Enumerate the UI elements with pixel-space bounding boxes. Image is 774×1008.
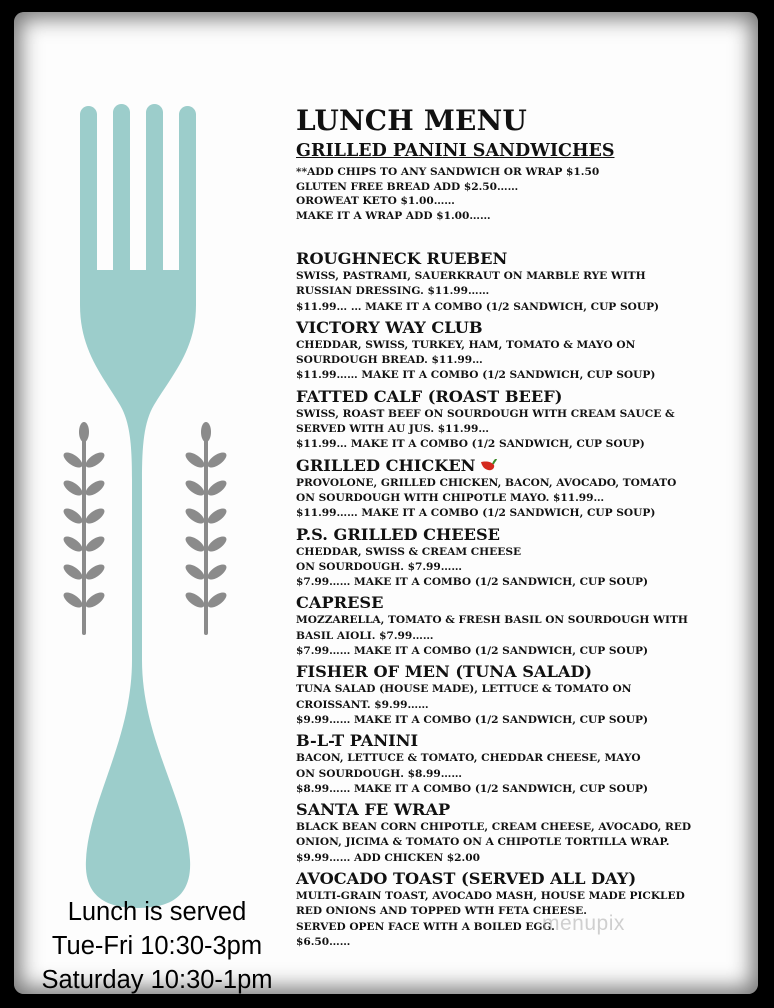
menu-items	[296, 248, 736, 952]
item-name: ROUGHNECK RUEBEN	[296, 249, 508, 268]
menu-item	[296, 317, 736, 384]
item-description: SWISS, PASTRAMI, SAUERKRAUT ON MARBLE RYE WITH	[296, 270, 646, 282]
chili-pepper-icon	[479, 458, 497, 472]
menu-item	[296, 386, 736, 453]
item-name: GRILLED CHICKEN	[296, 455, 476, 475]
item-description: BASIL AIOLI. $7.99……	[296, 629, 434, 642]
item-description: SERVED WITH AU JUS. $11.99…	[296, 423, 489, 436]
watermark: menupix	[542, 912, 625, 935]
note-line: GLUTEN FREE BREAD ADD $2.50……	[296, 180, 519, 193]
note-line: OROWEAT KETO $1.00……	[296, 195, 455, 207]
item-name: FATTED CALF (ROAST BEEF)	[296, 386, 563, 406]
item-description: SWISS, ROAST BEEF ON SOURDOUGH WITH CREAM SAUCE &	[296, 407, 675, 420]
hours-line: Tue-Fri 10:30-3pm	[51, 932, 263, 960]
item-combo: $6.50……	[296, 935, 351, 948]
menu-item	[296, 730, 736, 797]
item-description: MULTI-GRAIN TOAST, AVOCADO MASH, HOUSE MADE PICKLED	[296, 890, 685, 903]
menu-item	[296, 455, 736, 522]
item-name: VICTORY WAY CLUB	[296, 317, 483, 337]
left-sprig-icon	[62, 420, 106, 638]
item-description: CROISSANT. $9.99……	[296, 698, 429, 711]
item-description: RUSSIAN DRESSING. $11.99……	[296, 285, 490, 298]
item-description: BLACK BEAN CORN CHIPOTLE, CREAM CHEESE, AVOCADO, RED	[296, 821, 692, 834]
item-name: FISHER OF MEN (TUNA SALAD)	[296, 662, 593, 682]
right-sprig-icon	[184, 420, 228, 638]
item-combo: $8.99…… MAKE IT A COMBO (1/2 SANDWICH, CUP SOUP)	[296, 782, 648, 795]
item-description: TUNA SALAD (HOUSE MADE), LETTUCE & TOMATO ON	[296, 683, 632, 696]
item-description: CHEDDAR, SWISS, TURKEY, HAM, TOMATO & MAYO ON	[296, 338, 636, 351]
menu-item	[296, 661, 736, 728]
item-description: CHEDDAR, SWISS & CREAM CHEESE	[296, 545, 522, 558]
item-description: BACON, LETTUCE & TOMATO, CHEDDAR CHEESE, MAYO	[296, 752, 641, 765]
hours-line: Saturday 10:30-1pm	[41, 966, 273, 994]
item-combo: $9.99…… MAKE IT A COMBO (1/2 SANDWICH, CUP SOUP)	[296, 713, 648, 726]
menu-item	[296, 868, 736, 950]
menu-subtitle: GRILLED PANINI SANDWICHES	[296, 141, 615, 161]
item-description: MOZZARELLA, TOMATO & FRESH BASIL ON SOURDOUGH WITH	[296, 614, 688, 627]
item-description: SOURDOUGH BREAD. $11.99…	[296, 354, 483, 367]
item-description: RED ONIONS AND TOPPED WTH FETA CHEESE.	[296, 905, 587, 918]
item-description: ON SOURDOUGH. $7.99……	[296, 560, 462, 573]
item-name: SANTA FE WRAP	[296, 800, 451, 820]
item-combo: $11.99…… MAKE IT A COMBO (1/2 SANDWICH, CUP SOUP)	[296, 369, 656, 382]
item-combo: $9.99…… ADD CHICKEN $2.00	[296, 851, 480, 864]
menu-item	[296, 248, 736, 315]
item-combo: $7.99…… MAKE IT A COMBO (1/2 SANDWICH, CUP SOUP)	[296, 645, 648, 658]
note-line: MAKE IT A WRAP ADD $1.00……	[296, 209, 491, 222]
menu-item	[296, 799, 736, 866]
item-name-row	[296, 455, 736, 476]
menu-title: LUNCH MENU	[296, 104, 528, 137]
item-name: P.S. GRILLED CHEESE	[296, 524, 501, 544]
item-combo: $11.99… … MAKE IT A COMBO (1/2 SANDWICH, CUP SOUP)	[296, 300, 660, 313]
item-name: B-L-T PANINI	[296, 731, 419, 751]
item-description: ON SOURDOUGH WITH CHIPOTLE MAYO. $11.99…	[296, 491, 605, 504]
item-combo: $7.99…… MAKE IT A COMBO (1/2 SANDWICH, CUP SOUP)	[296, 576, 648, 589]
item-combo: $11.99…… MAKE IT A COMBO (1/2 SANDWICH, CUP SOUP)	[296, 507, 656, 520]
note-line: **ADD CHIPS TO ANY SANDWICH OR WRAP $1.50	[296, 166, 600, 178]
item-description: ON SOURDOUGH. $8.99……	[296, 767, 462, 780]
item-name: AVOCADO TOAST (SERVED ALL DAY)	[296, 869, 637, 889]
item-description: SERVED OPEN FACE WITH A BOILED EGG.	[296, 920, 555, 933]
item-description: ONION, JICIMA & TOMATO ON A CHIPOTLE TORTILLA WRAP.	[296, 836, 670, 849]
menu-notes	[296, 165, 599, 223]
menu-item	[296, 524, 736, 591]
menu-item	[296, 592, 736, 659]
lunch-hours	[22, 895, 292, 997]
item-name: CAPRESE	[296, 593, 384, 613]
item-description: PROVOLONE, GRILLED CHICKEN, BACON, AVOCADO, TOMATO	[296, 476, 677, 489]
hours-line: Lunch is served	[67, 898, 247, 926]
item-combo: $11.99… MAKE IT A COMBO (1/2 SANDWICH, CUP SOUP)	[296, 438, 645, 451]
